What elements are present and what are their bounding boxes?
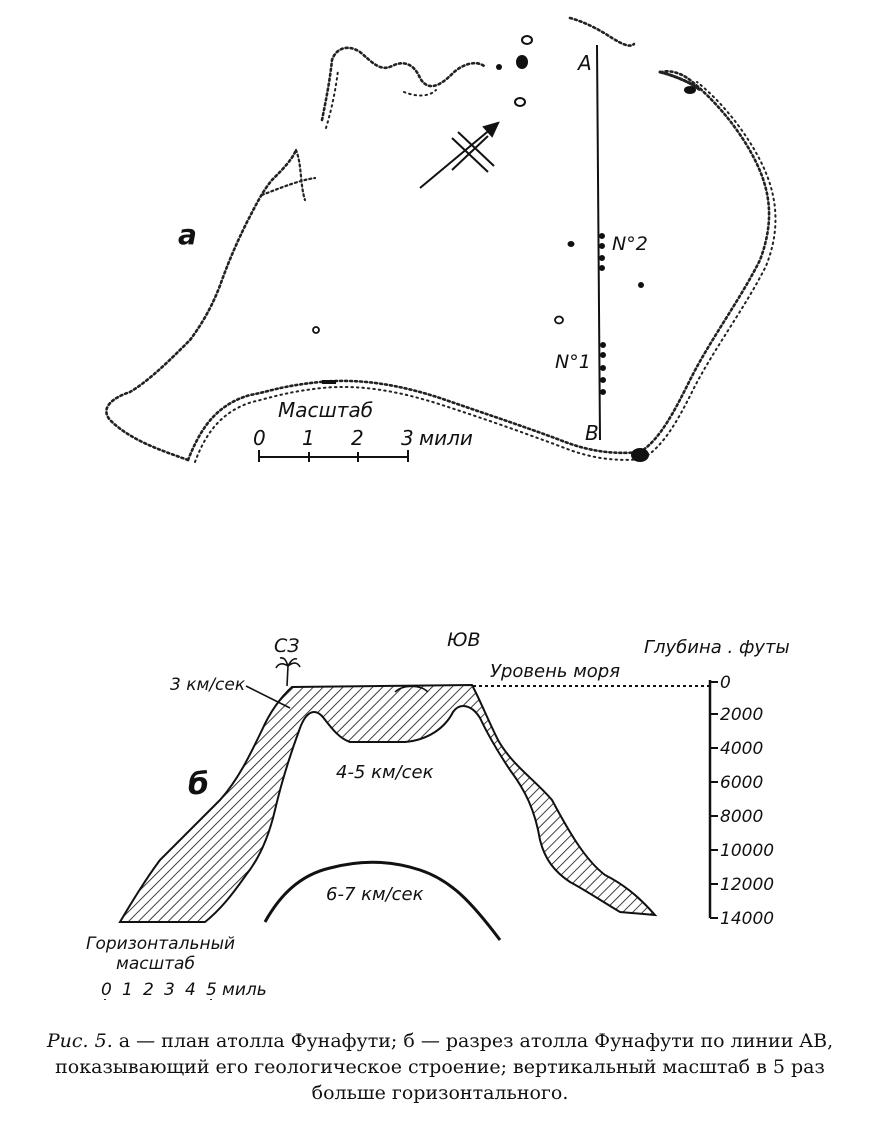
depth-tick-1: 2000 — [720, 705, 764, 725]
depth-tick-7: 14000 — [720, 909, 775, 929]
depth-axis — [710, 673, 774, 929]
plan-scale-tick-0: 0 — [253, 426, 266, 450]
depth-tick-4: 8000 — [720, 807, 764, 827]
velocity-deep-label: 6-7 км/сек — [326, 884, 424, 905]
se-label: ЮВ — [447, 629, 481, 651]
depth-tick-3: 6000 — [720, 773, 764, 793]
figure-caption — [30, 1028, 850, 1106]
nw-label: СЗ — [274, 635, 300, 657]
plan-scale-tick-2: 2 — [351, 426, 364, 450]
depth-tick-2: 4000 — [720, 739, 764, 759]
caption-prefix: Рис. 5. — [46, 1030, 113, 1052]
caption-text: а — план атолла Фунафути; б — разрез атолла Фунафути по линии AB, показывающий его геологическое строение; вертикальный масштаб в 5 раз больше горизонтального. — [55, 1030, 834, 1104]
hscale-tick-2: 2 — [143, 980, 154, 1000]
palm-tree-icon — [276, 658, 300, 686]
hscale-tick-5: 5 — [206, 980, 217, 1000]
velocity-top-label: 3 км/сек — [170, 675, 246, 695]
plan-scale-tick-1: 1 — [302, 426, 315, 450]
section-scale-bar — [86, 934, 267, 1000]
well-1-label: N°1 — [555, 351, 591, 373]
well-2-label: N°2 — [612, 233, 648, 255]
plan-scale-tick-3: 3 — [401, 426, 414, 450]
hscale-unit: миль — [222, 980, 267, 1000]
sea-level-label: Уровень моря — [490, 661, 621, 682]
plan-scale-bar — [253, 398, 473, 462]
atoll-plan — [106, 18, 775, 462]
section-line-ab — [597, 45, 606, 440]
hscale-title-2: масштаб — [116, 954, 195, 974]
section-label: б — [188, 767, 209, 802]
plan-scale-unit: мили — [419, 426, 473, 450]
wind-arrow-icon — [420, 123, 498, 188]
hscale-tick-1: 1 — [122, 980, 133, 1000]
depth-axis-title: Глубина . футы — [644, 637, 790, 658]
depth-tick-6: 12000 — [720, 875, 775, 895]
depth-tick-0: 0 — [720, 673, 731, 693]
reef-outline — [106, 18, 775, 462]
hscale-title-1: Горизонтальный — [86, 934, 236, 954]
atoll-section — [86, 629, 790, 1000]
plan-label: а — [178, 218, 197, 251]
depth-tick-5: 10000 — [720, 841, 775, 861]
plan-scale-title: Масштаб — [278, 398, 374, 422]
point-b-label: B — [585, 421, 599, 445]
hscale-tick-0: 0 — [101, 980, 112, 1000]
point-a-label: A — [578, 51, 592, 75]
velocity-mid-label: 4-5 км/сек — [336, 762, 434, 783]
hscale-tick-4: 4 — [185, 980, 196, 1000]
hscale-tick-3: 3 — [164, 980, 175, 1000]
